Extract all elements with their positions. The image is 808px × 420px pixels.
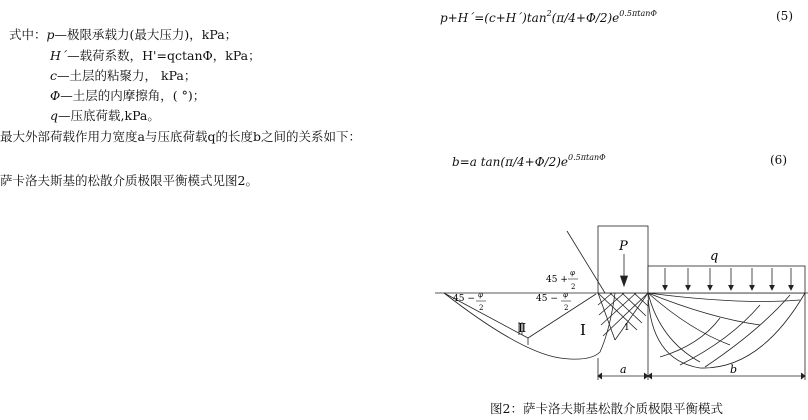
- symbol-q: q: [50, 108, 59, 123]
- eq5-exponent: 0.5πtanΦ: [619, 9, 657, 18]
- eq5-mid: (π/4+Φ/2)e: [551, 11, 620, 25]
- zone-I-label: I: [580, 321, 586, 339]
- paragraph-relation: 最大外部荷载作用力宽度a与压底荷载q的长度b之间的关系如下：: [0, 129, 361, 144]
- equation-5-number: (5): [776, 9, 793, 23]
- zone-1-label: 1: [624, 323, 630, 333]
- angle-mid-phi: φ: [563, 291, 568, 299]
- legend-prefix: 式中：: [9, 27, 47, 42]
- equation-6-number: (6): [770, 153, 787, 167]
- eq5-main: p+H´=(c+H´)tan: [440, 11, 547, 25]
- symbol-p: p: [46, 27, 55, 42]
- angle-left-two: 2: [479, 304, 484, 312]
- legend-text-c: —土层的粘聚力， kPa；: [57, 68, 197, 83]
- eq5-square: 2: [546, 9, 552, 18]
- label-a: a: [620, 363, 627, 376]
- angle-left-main: 45 −: [453, 294, 475, 304]
- legend-text-q: —压底荷载,kPa。: [58, 108, 160, 123]
- angle-mid-main: 45 −: [536, 294, 558, 304]
- angle-left-phi: φ: [478, 291, 483, 299]
- legend-text-p: —极限承载力(最大压力)，kPa；: [54, 27, 238, 42]
- symbol-c: c: [50, 68, 58, 83]
- legend-text-phi: —土层的内摩擦角，( °)；: [60, 88, 206, 103]
- label-q: q: [710, 249, 719, 264]
- eq6-exponent: 0.5πtanΦ: [568, 153, 606, 162]
- eq6-main: b=a tan(π/4+Φ/2)e: [452, 155, 569, 169]
- angle-mid-two: 2: [564, 304, 569, 312]
- zone-II-label: Ⅱ: [518, 321, 527, 335]
- angle-top-phi: φ: [570, 269, 575, 277]
- label-P: P: [619, 239, 628, 254]
- angle-top-main: 45 +: [546, 275, 568, 285]
- label-b: b: [730, 363, 738, 376]
- legend-text-h: —载荷系数，H'=qctanΦ，kPa；: [67, 48, 261, 63]
- surcharge-block: [648, 266, 805, 293]
- figure-caption: 图2：萨卡洛夫斯基松散介质极限平衡模式: [490, 401, 723, 416]
- symbol-phi: Φ: [50, 88, 61, 103]
- angle-top-two: 2: [571, 283, 576, 291]
- paragraph-figure-ref: 萨卡洛夫斯基的松散介质极限平衡模式见图2。: [0, 173, 258, 188]
- symbol-h: H´: [50, 48, 68, 63]
